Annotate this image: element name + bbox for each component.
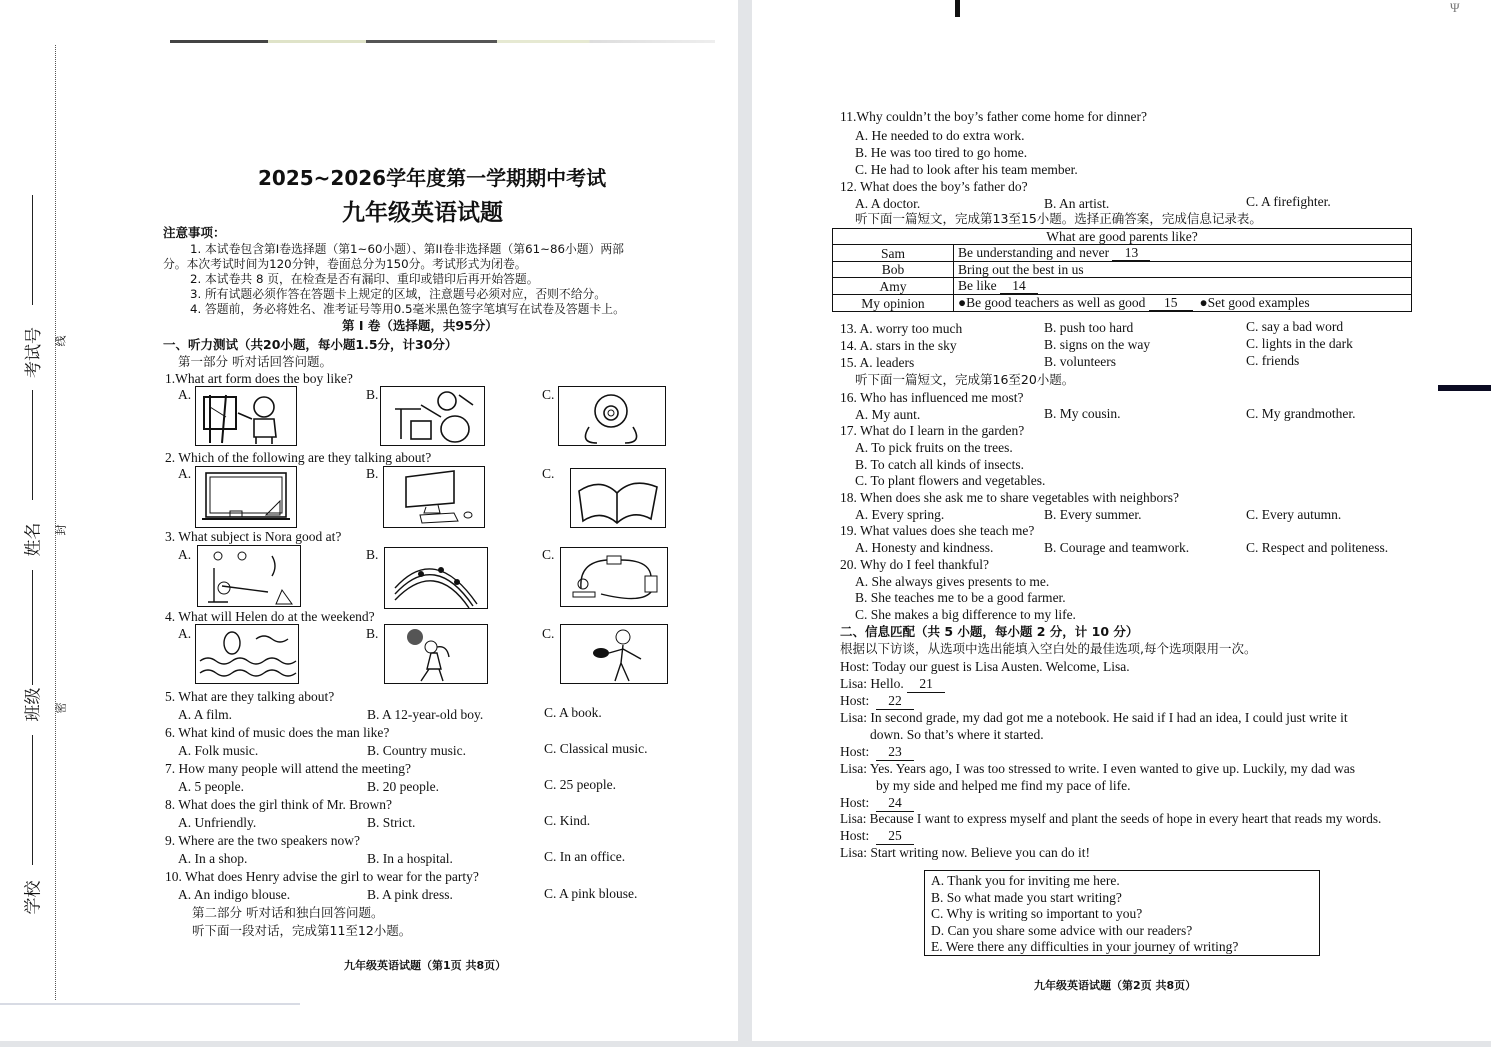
option-label: A. [178, 466, 192, 481]
blank-21[interactable]: 21 [907, 675, 945, 693]
question-18: 18. When does she ask me to share vegetables with neighbors? [840, 490, 1180, 505]
dialogue-line [840, 827, 914, 845]
scan-artifact-line [170, 40, 715, 43]
row-text: Be understanding and never [958, 245, 1110, 260]
blank-15[interactable]: 15 [1149, 295, 1193, 311]
question-5: 5. What are they talking about? [165, 689, 335, 704]
q14-option-b[interactable]: B. signs on the way [1044, 337, 1151, 352]
exam-page-2 [752, 0, 1491, 1041]
option-label: B. [366, 466, 379, 481]
swimming-icon[interactable] [195, 624, 299, 684]
scan-artifact-glyph: Ψ [1450, 0, 1460, 15]
side-label-school: 学校 [23, 880, 44, 915]
q10-option-a[interactable]: A. An indigo blouse. [178, 887, 291, 902]
question-19: 19. What values does she teach me? [840, 523, 1035, 538]
line-text: Hello. [870, 676, 904, 691]
scan-registration-mark [955, 0, 960, 17]
q20-option-b[interactable]: B. She teaches me to be a good farmer. [855, 590, 1066, 605]
q11-option-b[interactable]: B. He was too tired to go home. [855, 145, 1028, 160]
question-4: 4. What will Helen do at the weekend? [165, 609, 375, 624]
question-6: 6. What kind of music does the man like? [165, 725, 390, 740]
q11-option-a[interactable]: A. He needed to do extra work. [855, 128, 1025, 143]
part2-heading: 第二部分 听对话和独白回答问题。 [192, 905, 384, 920]
circuit-icon[interactable] [560, 547, 668, 607]
line-text: Today our guest is Lisa Austen. Welcome, Lisa. [872, 659, 1130, 674]
notes-heading: 注意事项： [163, 225, 226, 240]
q6-option-c[interactable]: C. Classical music. [544, 741, 648, 756]
q9-option-b[interactable]: B. In a hospital. [367, 851, 453, 866]
q17-option-a[interactable]: A. To pick fruits on the trees. [855, 440, 1013, 455]
q16-option-c[interactable]: C. My grandmother. [1246, 406, 1356, 421]
part1-heading: 第一部分 听对话回答问题。 [178, 354, 332, 369]
row-name: Amy [833, 278, 954, 295]
row-text: ●Be good teachers as well as good [958, 295, 1146, 310]
chemistry-icon[interactable] [197, 545, 301, 607]
q13-option-a[interactable]: 13. A. worry too much [840, 321, 963, 336]
speaker: Lisa: [840, 845, 867, 860]
q10-option-b[interactable]: B. A pink dress. [367, 887, 453, 902]
note-4: 4. 答题前，务必将姓名、准考证号等用0.5毫米黑色签字笔填写在试卷及答题卡上。 [190, 302, 625, 316]
q20-option-a[interactable]: A. She always gives presents to me. [855, 574, 1050, 589]
table-tennis-icon[interactable] [560, 624, 668, 684]
blank-22[interactable]: 22 [876, 692, 914, 710]
q15-option-a[interactable]: 15. A. leaders [840, 355, 915, 370]
question-9: 9. Where are the two speakers now? [165, 833, 361, 848]
blank-24[interactable]: 24 [876, 794, 914, 812]
speaker: Host: [840, 693, 870, 708]
school-blank[interactable] [32, 735, 33, 865]
side-label-class: 班级 [23, 687, 44, 722]
option-label: A. [178, 387, 192, 402]
basketball-girl-icon[interactable] [384, 624, 488, 684]
painting-boy-icon[interactable] [195, 386, 297, 446]
q8-option-b[interactable]: B. Strict. [367, 815, 416, 830]
note-1: 1. 本试卷包含第I卷选择题（第1~60小题）、第II卷非选择题（第61~86小题）两部 [190, 242, 624, 256]
matching-option-e[interactable]: E. Were there any difficulties in your journey of writing? [931, 939, 1239, 954]
line-text: In second grade, my dad got me a notebook. He said if I had an idea, I could just write it [870, 710, 1348, 725]
dialogue-line [840, 810, 1381, 827]
q11-option-c[interactable]: C. He had to look after his team member. [855, 162, 1078, 177]
option-label: C. [542, 626, 555, 641]
matching-option-a[interactable]: A. Thank you for inviting me here. [931, 873, 1120, 888]
info-record-table [832, 228, 1412, 312]
side-label-exam-number: 考试号 [24, 327, 44, 378]
row-text: Be like [958, 278, 997, 293]
table-title: What are good parents like? [833, 229, 1412, 245]
seal-mark-secret: 密 [54, 702, 68, 714]
dialogue-line [840, 658, 1130, 675]
speaker: Lisa: [840, 710, 867, 725]
exam-page-1 [0, 0, 738, 1041]
line-text: Yes. Years ago, I was too stressed to write. I even wanted to give up. Luckily, my dad was [869, 761, 1356, 776]
dialogue-line [840, 760, 1355, 777]
q12-option-b[interactable]: B. An artist. [1044, 196, 1110, 211]
q9-option-a[interactable]: A. In a shop. [178, 851, 248, 866]
q5-option-a[interactable]: A. A film. [178, 707, 233, 722]
question-17: 17. What do I learn in the garden? [840, 423, 1025, 438]
photographer-icon[interactable] [558, 386, 666, 446]
option-label: C. [542, 547, 555, 562]
class-blank[interactable] [32, 570, 33, 685]
q17-option-b[interactable]: B. To catch all kinds of insects. [855, 457, 1025, 472]
row-extra: ●Set good examples [1199, 295, 1310, 310]
q10-option-c[interactable]: C. A pink blouse. [544, 886, 638, 901]
q7-option-c[interactable]: C. 25 people. [544, 777, 616, 792]
section1-heading: 一、听力测试（共20小题，每小题1.5分，计30分） [163, 337, 458, 352]
q18-option-a[interactable]: A. Every spring. [855, 507, 945, 522]
question-7: 7. How many people will attend the meeting? [165, 761, 411, 776]
blackboard-icon[interactable] [195, 466, 297, 528]
speaker: Lisa: [840, 676, 867, 691]
speaker: Host: [840, 744, 870, 759]
instruction-13-15: 听下面一篇短文，完成第13至15小题。选择正确答案，完成信息记录表。 [855, 211, 1262, 226]
question-20: 20. Why do I feel thankful? [840, 557, 989, 572]
q19-option-b[interactable]: B. Courage and teamwork. [1044, 540, 1190, 555]
exam-number-blank[interactable] [32, 195, 33, 305]
q15-option-b[interactable]: B. volunteers [1044, 354, 1116, 369]
binding-dotted-line [55, 45, 56, 1000]
dialogue-line [840, 743, 914, 761]
blank-14[interactable]: 14 [1000, 278, 1038, 294]
q18-option-c[interactable]: C. Every autumn. [1246, 507, 1342, 522]
side-label-name: 姓名 [23, 522, 44, 557]
speaker: Host: [840, 659, 870, 674]
question-10: 10. What does Henry advise the girl to wear for the party? [165, 869, 479, 884]
question-8: 8. What does the girl think of Mr. Brown? [165, 797, 392, 812]
speaker: Lisa: [840, 761, 867, 776]
question-1: 1.What art form does the boy like? [165, 371, 353, 386]
note-2: 2. 本试卷共 8 页，在检查是否有漏印、重印或错印后再开始答题。 [190, 272, 539, 286]
option-label: B. [366, 387, 379, 402]
matching-option-d[interactable]: D. Can you share some advice with our readers? [931, 922, 1193, 938]
q5-option-c[interactable]: C. A book. [544, 705, 602, 720]
question-16: 16. Who has influenced me most? [840, 390, 1024, 405]
q15-option-c[interactable]: C. friends [1246, 353, 1300, 368]
q9-option-c[interactable]: C. In an office. [544, 849, 626, 864]
q18-option-b[interactable]: B. Every summer. [1044, 507, 1142, 522]
q17-option-c[interactable]: C. To plant flowers and vegetables. [855, 473, 1046, 488]
q6-option-b[interactable]: B. Country music. [367, 743, 467, 758]
question-12: 12. What does the boy’s father do? [840, 179, 1028, 194]
q12-option-a[interactable]: A. A doctor. [855, 196, 921, 211]
table-row [833, 295, 1412, 312]
q7-option-a[interactable]: A. 5 people. [178, 779, 244, 794]
q5-option-b[interactable]: B. A 12-year-old boy. [367, 707, 484, 722]
open-book-icon[interactable] [570, 468, 666, 528]
volume-heading: 第 I 卷（选择题，共95分） [342, 318, 498, 333]
name-blank[interactable] [32, 390, 33, 500]
option-label: C. [542, 387, 555, 402]
table-row [833, 278, 1412, 295]
drummer-icon[interactable] [380, 386, 485, 446]
scan-registration-mark [1438, 385, 1491, 391]
computer-icon[interactable] [383, 466, 485, 528]
q8-option-a[interactable]: A. Unfriendly. [178, 815, 257, 830]
matching-option-c[interactable]: C. Why is writing so important to you? [931, 906, 1143, 921]
dialogue-line [840, 709, 1348, 726]
music-notes-icon[interactable] [384, 547, 488, 609]
section2-instruction: 根据以下访谈，从选项中选出能填入空白处的最佳选项,每个选项限用一次。 [840, 641, 1257, 656]
matching-options-box [924, 870, 1320, 956]
row-name: My opinion [833, 295, 954, 312]
q6-option-a[interactable]: A. Folk music. [178, 743, 259, 758]
q16-option-b[interactable]: B. My cousin. [1044, 406, 1121, 421]
blank-23[interactable]: 23 [876, 743, 914, 761]
table-row [833, 245, 1412, 262]
q8-option-c[interactable]: C. Kind. [544, 813, 591, 828]
exam-title-line1: 2025~2026学年度第一学期期中考试 [258, 166, 607, 190]
q12-option-c[interactable]: C. A firefighter. [1246, 194, 1331, 209]
note-3: 3. 所有试题必须作答在答题卡上规定的区域，注意题号必须对应，否则不给分。 [190, 287, 607, 301]
blank-25[interactable]: 25 [876, 827, 914, 845]
row-name: Bob [833, 262, 954, 278]
seal-mark-line: 线 [54, 335, 68, 347]
speaker: Host: [840, 828, 870, 843]
row-text: Bring out the best in us [954, 262, 1412, 278]
q14-option-c[interactable]: C. lights in the dark [1246, 336, 1353, 351]
matching-option-b[interactable]: B. So what made you start writing? [931, 889, 1122, 905]
line-text: Because I want to express myself and plant the seeds of hope in every heart that reads my words. [869, 811, 1382, 826]
page-footer: 九年级英语试题（第2页 共8页） [1034, 979, 1197, 992]
part2-instruction: 听下面一段对话，完成第11至12小题。 [192, 923, 412, 938]
q7-option-b[interactable]: B. 20 people. [367, 779, 439, 794]
dialogue-line [840, 675, 945, 693]
q19-option-a[interactable]: A. Honesty and kindness. [855, 540, 994, 555]
exam-title-line2: 九年级英语试题 [342, 200, 503, 226]
option-label: C. [542, 466, 555, 481]
q14-option-a[interactable]: 14. A. stars in the sky [840, 338, 957, 353]
line-text-cont: down. So that’s where it started. [870, 727, 1044, 742]
q13-option-b[interactable]: B. push too hard [1044, 320, 1134, 335]
option-label: B. [366, 626, 379, 641]
q16-option-a[interactable]: A. My aunt. [855, 407, 921, 422]
line-text: Start writing now. Believe you can do it! [870, 845, 1090, 860]
option-label: A. [178, 547, 192, 562]
table-row [833, 262, 1412, 278]
page-footer: 九年级英语试题（第1页 共8页） [344, 959, 507, 972]
question-3: 3. What subject is Nora good at? [165, 529, 342, 544]
q19-option-c[interactable]: C. Respect and politeness. [1246, 540, 1389, 555]
option-label: A. [178, 626, 192, 641]
note-1-cont: 分。本次考试时间为120分钟，卷面总分为150分。考试形式为闭卷。 [163, 257, 527, 271]
speaker: Lisa: [840, 811, 867, 826]
question-11: 11.Why couldn’t the boy’s father come home for dinner? [840, 109, 1148, 124]
dialogue-line [840, 692, 914, 710]
speaker: Host: [840, 795, 870, 810]
instruction-16-20: 听下面一篇短文，完成第16至20小题。 [855, 372, 1075, 387]
question-2: 2. Which of the following are they talking about? [165, 450, 432, 465]
dialogue-line [840, 844, 1090, 861]
row-name: Sam [833, 245, 954, 262]
seal-mark-seal: 封 [54, 524, 68, 536]
page-edge [0, 1003, 300, 1005]
q13-option-c[interactable]: C. say a bad word [1246, 319, 1344, 334]
option-label: B. [366, 547, 379, 562]
blank-13[interactable]: 13 [1112, 245, 1150, 261]
line-text-cont: by my side and helped me find my pace of life. [876, 778, 1131, 793]
q20-option-c[interactable]: C. She makes a big difference to my life. [855, 607, 1076, 622]
section2-heading: 二、信息匹配（共 5 小题，每小题 2 分，计 10 分） [840, 624, 1139, 639]
